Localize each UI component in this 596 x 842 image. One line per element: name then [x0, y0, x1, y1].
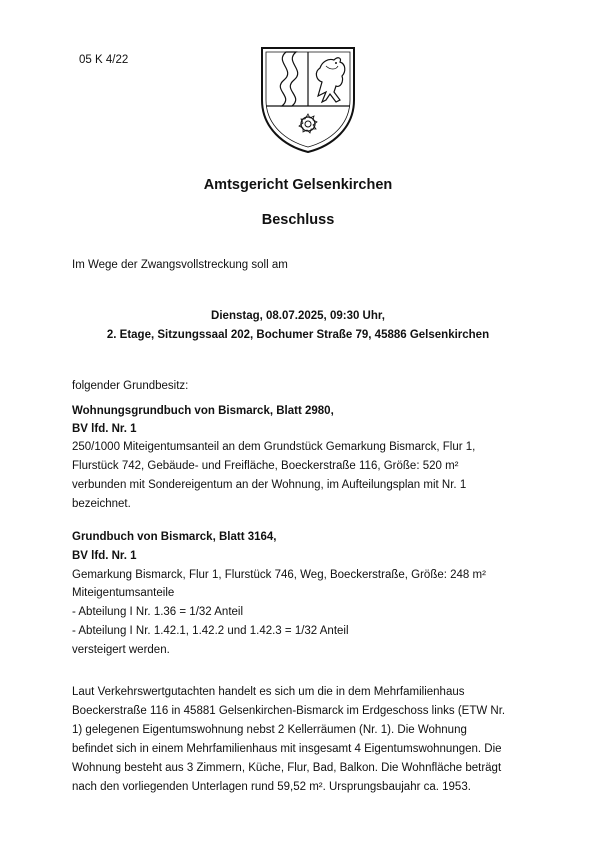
property1-line: bezeichnet.	[72, 498, 131, 510]
property2-bv: BV lfd. Nr. 1	[72, 550, 137, 562]
following-text: folgender Grundbesitz:	[72, 380, 189, 392]
court-name: Amtsgericht Gelsenkirchen	[203, 177, 393, 193]
property2-heading: Grundbuch von Bismarck, Blatt 3164,	[72, 531, 277, 543]
intro-text: Im Wege der Zwangsvollstreckung soll am	[72, 259, 288, 271]
appraisal-line: Boeckerstraße 116 in 45881 Gelsenkirchen-Bismarck im Erdgeschoss links (ETW Nr.	[72, 705, 506, 717]
case-reference: 05 K 4/22	[79, 54, 129, 66]
appraisal-line: 1) gelegenen Eigentumswohnung nebst 2 Kellerräumen (Nr. 1). Die Wohnung	[72, 724, 467, 736]
property2-line: - Abteilung I Nr. 1.42.1, 1.42.2 und 1.42.3 = 1/32 Anteil	[72, 625, 349, 637]
nrw-coat-of-arms-icon	[256, 42, 360, 156]
appraisal-line: Laut Verkehrswertgutachten handelt es sich um die in dem Mehrfamilienhaus	[72, 686, 465, 698]
appointment-date: Dienstag, 08.07.2025, 09:30 Uhr,	[211, 310, 385, 322]
appraisal-line: nach den vorliegenden Unterlagen rund 59,52 m². Ursprungsbaujahr ca. 1953.	[72, 781, 471, 793]
property1-bv: BV lfd. Nr. 1	[72, 423, 137, 435]
property1-heading: Wohnungsgrundbuch von Bismarck, Blatt 2980,	[72, 405, 334, 417]
document-title: Beschluss	[261, 212, 335, 228]
property1-line: verbunden mit Sondereigentum an der Wohnung, im Aufteilungsplan mit Nr. 1	[72, 479, 467, 491]
property2-line: Gemarkung Bismarck, Flur 1, Flurstück 746, Weg, Boeckerstraße, Größe: 248 m²	[72, 569, 486, 581]
appraisal-line: befindet sich in einem Mehrfamilienhaus mit insgesamt 4 Eigentumswohnungen. Die	[72, 743, 502, 755]
property2-line: Miteigentumsanteile	[72, 587, 175, 599]
property1-line: Flurstück 742, Gebäude- und Freifläche, Boeckerstraße 116, Größe: 520 m²	[72, 460, 459, 472]
property2-line: - Abteilung I Nr. 1.36 = 1/32 Anteil	[72, 606, 244, 618]
appointment-place: 2. Etage, Sitzungssaal 202, Bochumer Straße 79, 45886 Gelsenkirchen	[106, 329, 490, 341]
property2-line: versteigert werden.	[72, 644, 170, 656]
appraisal-line: Wohnung besteht aus 3 Zimmern, Küche, Flur, Bad, Balkon. Die Wohnfläche beträgt	[72, 762, 502, 774]
property1-line: 250/1000 Miteigentumsanteil an dem Grundstück Gemarkung Bismarck, Flur 1,	[72, 441, 476, 453]
